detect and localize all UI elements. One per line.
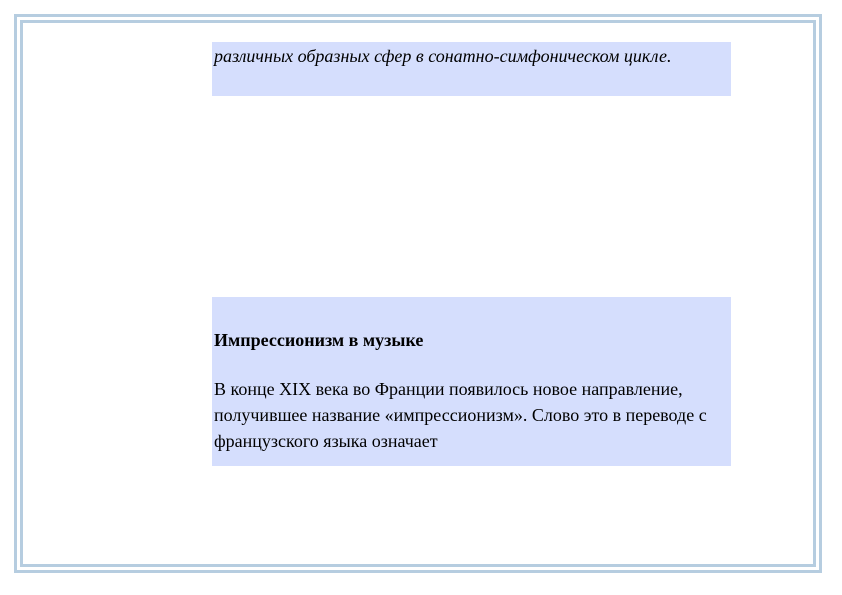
section-heading: Импрессионизм в музыке <box>214 330 424 350</box>
section-paragraph: В конце XIX века во Франции появилось новое направление, получившее название «импрессионизм». Слово это в переводе с французского языка означает <box>214 379 707 451</box>
text-block-top <box>212 42 731 96</box>
top-block-text: различных образных сфер в сонатно-симфоническом цикле. <box>214 46 672 66</box>
page-frame-inner <box>20 20 816 567</box>
text-block-bottom <box>212 297 731 466</box>
